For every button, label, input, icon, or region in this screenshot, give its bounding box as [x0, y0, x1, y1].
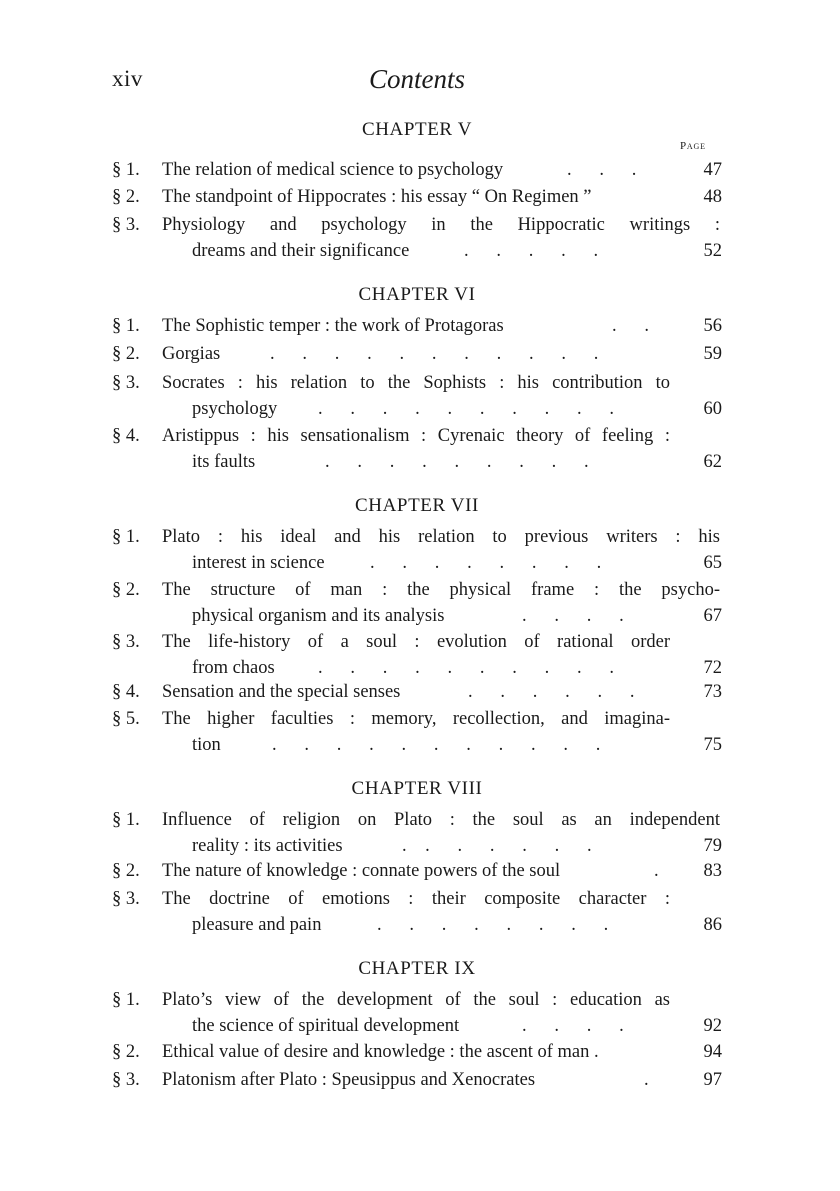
entry-text-continued: from chaos — [192, 658, 275, 678]
toc-entry — [112, 886, 722, 938]
section-number: § 2. — [112, 580, 140, 600]
dot-leader: . — [644, 1070, 649, 1090]
toc-entry — [112, 212, 722, 264]
entry-text: The nature of knowledge : connate powers of the soul — [162, 861, 561, 881]
dot-leader: . . . . . . — [468, 682, 635, 702]
dot-leader: . . . . . . . . . . . — [272, 735, 601, 755]
dot-leader: . . . . . . . . — [377, 915, 609, 935]
entry-text: Plato : his ideal and his relation to previous writers : his — [162, 527, 720, 547]
entry-text: Influence of religion on Plato : the soul as an independent — [162, 810, 720, 830]
page-ref: 56 — [703, 316, 722, 336]
section-number: § 1. — [112, 527, 140, 547]
toc-entry — [112, 157, 722, 183]
page-ref: 79 — [703, 836, 722, 856]
entry-text: Platonism after Plato : Speusippus and Xenocrates — [162, 1070, 536, 1090]
toc-entry — [112, 629, 722, 681]
section-number: § 4. — [112, 682, 140, 702]
page-ref: 52 — [703, 241, 722, 261]
entry-text: Plato’s view of the development of the soul : education as — [162, 990, 670, 1010]
section-number: § 4. — [112, 426, 140, 446]
entry-text: The Sophistic temper : the work of Protagoras — [162, 316, 504, 336]
page-ref: 86 — [703, 915, 722, 935]
entry-text-continued: interest in science — [192, 553, 325, 573]
dot-leader: . . . . . . . . — [370, 553, 602, 573]
dot-leader: . — [654, 861, 659, 881]
toc-entry — [112, 679, 722, 705]
page-ref: 48 — [703, 187, 722, 207]
section-number: § 2. — [112, 861, 140, 881]
page-number: xiv — [112, 66, 143, 91]
section-number: § 1. — [112, 160, 140, 180]
section-number: § 2. — [112, 344, 140, 364]
section-number: § 3. — [112, 373, 140, 393]
toc-entry — [112, 184, 722, 210]
page-ref: 60 — [703, 399, 722, 419]
chapter-heading: CHAPTER V — [361, 119, 473, 140]
section-number: § 3. — [112, 1070, 140, 1090]
entry-text: Physiology and psychology in the Hippocratic writings : — [162, 215, 720, 235]
chapter-heading: CHAPTER IX — [358, 958, 476, 979]
page-ref: 73 — [703, 682, 722, 702]
page-ref: 59 — [703, 344, 722, 364]
entry-text: The life-history of a soul : evolution of rational order — [162, 632, 670, 652]
dot-leader: . . . . . — [464, 241, 599, 261]
toc-entry — [112, 987, 722, 1039]
page-ref: 97 — [703, 1070, 722, 1090]
page-ref: 65 — [703, 553, 722, 573]
section-number: § 1. — [112, 316, 140, 336]
dot-leader: . . . — [567, 160, 637, 180]
section-number: § 2. — [112, 1042, 140, 1062]
page-ref: 67 — [703, 606, 722, 626]
page-header — [112, 66, 722, 106]
section-number: § 3. — [112, 215, 140, 235]
page-ref: 47 — [703, 160, 722, 180]
running-title: Contents — [368, 64, 465, 94]
entry-text: Socrates : his relation to the Sophists : his contribution to — [162, 373, 670, 393]
entry-text-continued: the science of spiritual development — [192, 1016, 460, 1036]
page-ref: 62 — [703, 452, 722, 472]
entry-text-continued: physical organism and its analysis — [192, 606, 445, 626]
entry-text: Aristippus : his sensationalism : Cyrenaic theory of feeling : — [162, 426, 670, 446]
chapter-heading: CHAPTER VIII — [351, 778, 483, 799]
dot-leader: . . — [612, 316, 649, 336]
dot-leader: . . . . . . . — [402, 836, 592, 856]
dot-leader: . . . . . . . . . — [325, 452, 589, 472]
entry-text: Sensation and the special senses — [162, 682, 401, 702]
entry-text-continued: reality : its activities — [192, 836, 343, 856]
section-number: § 3. — [112, 632, 140, 652]
section-number: § 1. — [112, 990, 140, 1010]
entry-text: The doctrine of emotions : their composite character : — [162, 889, 670, 909]
section-number: § 1. — [112, 810, 140, 830]
section-number: § 3. — [112, 889, 140, 909]
toc-entry — [112, 341, 722, 367]
entry-text: The structure of man : the physical frame : the psycho- — [162, 580, 720, 600]
entry-text: Ethical value of desire and knowledge : the ascent of man . — [162, 1042, 599, 1062]
toc-entry — [112, 1039, 722, 1065]
toc-entry — [112, 577, 722, 629]
chapter-heading: CHAPTER VII — [355, 495, 479, 516]
page-ref: 75 — [703, 735, 722, 755]
section-number: § 5. — [112, 709, 140, 729]
toc-entry — [112, 706, 722, 758]
entry-text-continued: dreams and their significance — [192, 241, 410, 261]
dot-leader: . . . . . . . . . . — [318, 399, 614, 419]
dot-leader: . . . . . . . . . . . — [270, 344, 599, 364]
page-ref: 83 — [703, 861, 722, 881]
section-number: § 2. — [112, 187, 140, 207]
page-ref: 94 — [703, 1042, 722, 1062]
entry-text: Gorgias — [162, 344, 221, 364]
page-ref: 72 — [703, 658, 722, 678]
dot-leader: . . . . — [522, 606, 624, 626]
entry-text: The higher faculties : memory, recollection, and imagina- — [162, 709, 670, 729]
toc-entry — [112, 423, 722, 475]
chapter-heading: CHAPTER VI — [358, 284, 476, 305]
toc-entry — [112, 313, 722, 339]
toc-entry — [112, 524, 722, 576]
dot-leader: . . . . . . . . . . — [318, 658, 614, 678]
entry-text-continued: tion — [192, 735, 221, 755]
toc-entry — [112, 858, 722, 884]
entry-text-continued: its faults — [192, 452, 256, 472]
entry-text: The standpoint of Hippocrates : his essay “ On Regimen ” — [162, 187, 592, 207]
toc-entry — [112, 1067, 722, 1093]
entry-text-continued: psychology — [192, 399, 278, 419]
toc-entry — [112, 370, 722, 422]
toc-entry — [112, 807, 722, 859]
dot-leader: . . . . — [522, 1016, 624, 1036]
entry-text-continued: pleasure and pain — [192, 915, 322, 935]
entry-text: The relation of medical science to psychology — [162, 160, 504, 180]
page-ref: 92 — [703, 1016, 722, 1036]
page-column-label: Page — [680, 140, 706, 152]
